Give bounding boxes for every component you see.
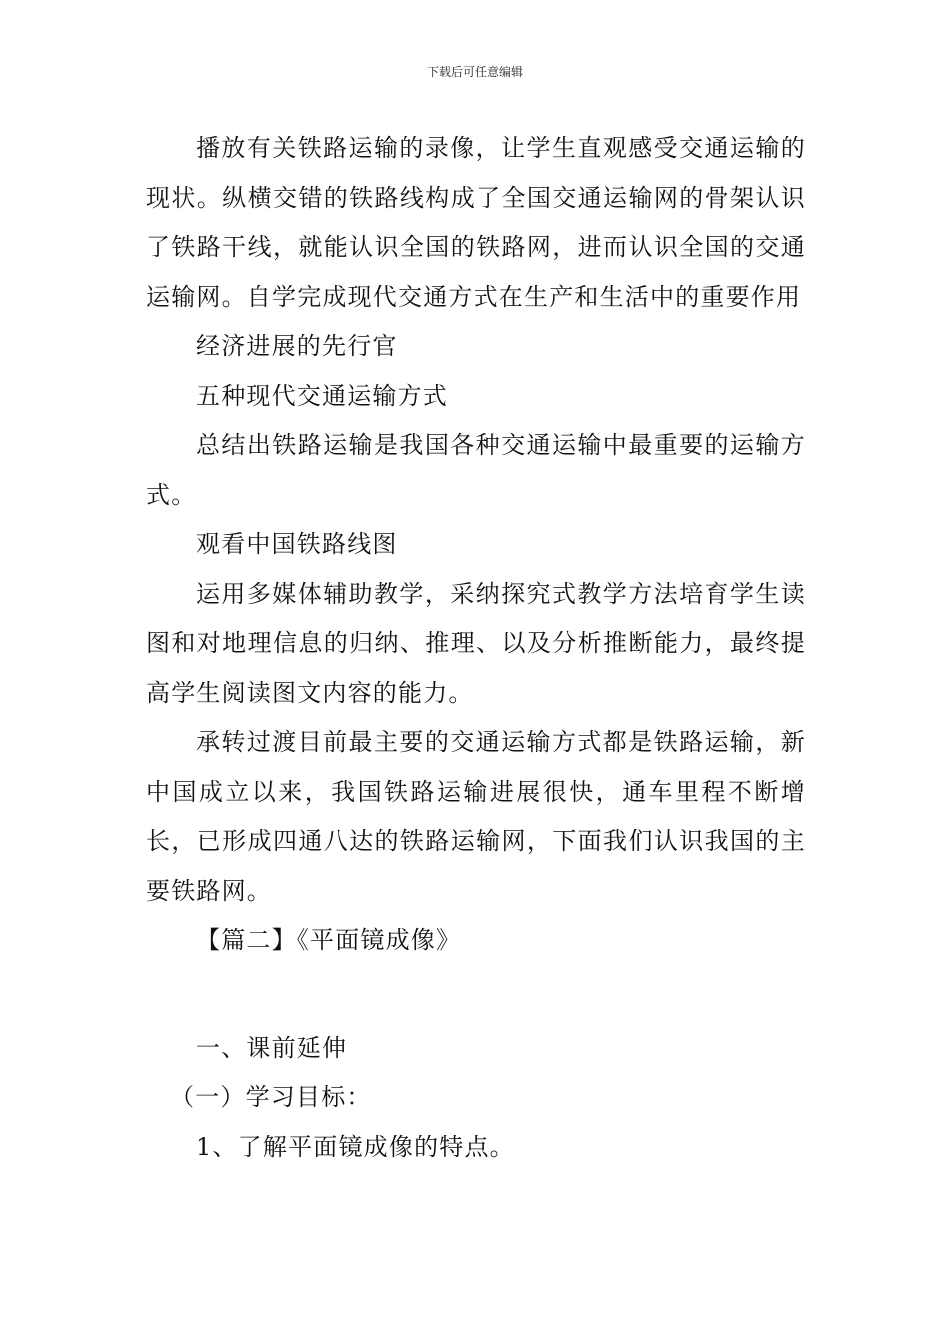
- list-item-objective-1: 1、了解平面镜成像的特点。: [196, 1132, 515, 1161]
- paragraph-multimedia: 运用多媒体辅助教学，采纳探究式教学方法培育学生读图和对地理信息的归纳、推理、以及分析推断能力，最终提高学生阅读图文内容的能力。: [146, 579, 806, 707]
- paragraph-pioneer: 经济进展的先行官: [196, 332, 398, 360]
- paragraph-transition: 承转过渡目前最主要的交通运输方式都是铁路运输，新中国成立以来，我国铁路运输进展很快，通车里程不断增长，已形成四通八达的铁路运输网，下面我们认识我国的主要铁路网。: [146, 728, 806, 905]
- subheading-objectives: （一）学习目标：: [170, 1083, 372, 1111]
- section-title: 【篇二】《平面镜成像》: [196, 926, 462, 954]
- paragraph-summary: 总结出铁路运输是我国各种交通运输中最重要的运输方式。: [146, 431, 806, 509]
- heading-pre-class: 一、课前延伸: [196, 1033, 348, 1062]
- paragraph-video: 播放有关铁路运输的录像，让学生直观感受交通运输的现状。纵横交错的铁路线构成了全国交通运输网的骨架认识了铁路干线，就能认识全国的铁路网，进而认识全国的交通运输网。自学完成现代交通方式在生产和生活中的重要作用: [146, 134, 806, 311]
- paragraph-map: 观看中国铁路线图: [196, 530, 398, 558]
- document-body: [146, 124, 806, 1172]
- paragraph-five-modes: 五种现代交通运输方式: [196, 381, 448, 410]
- page-header: 下载后可任意编辑: [426, 65, 523, 79]
